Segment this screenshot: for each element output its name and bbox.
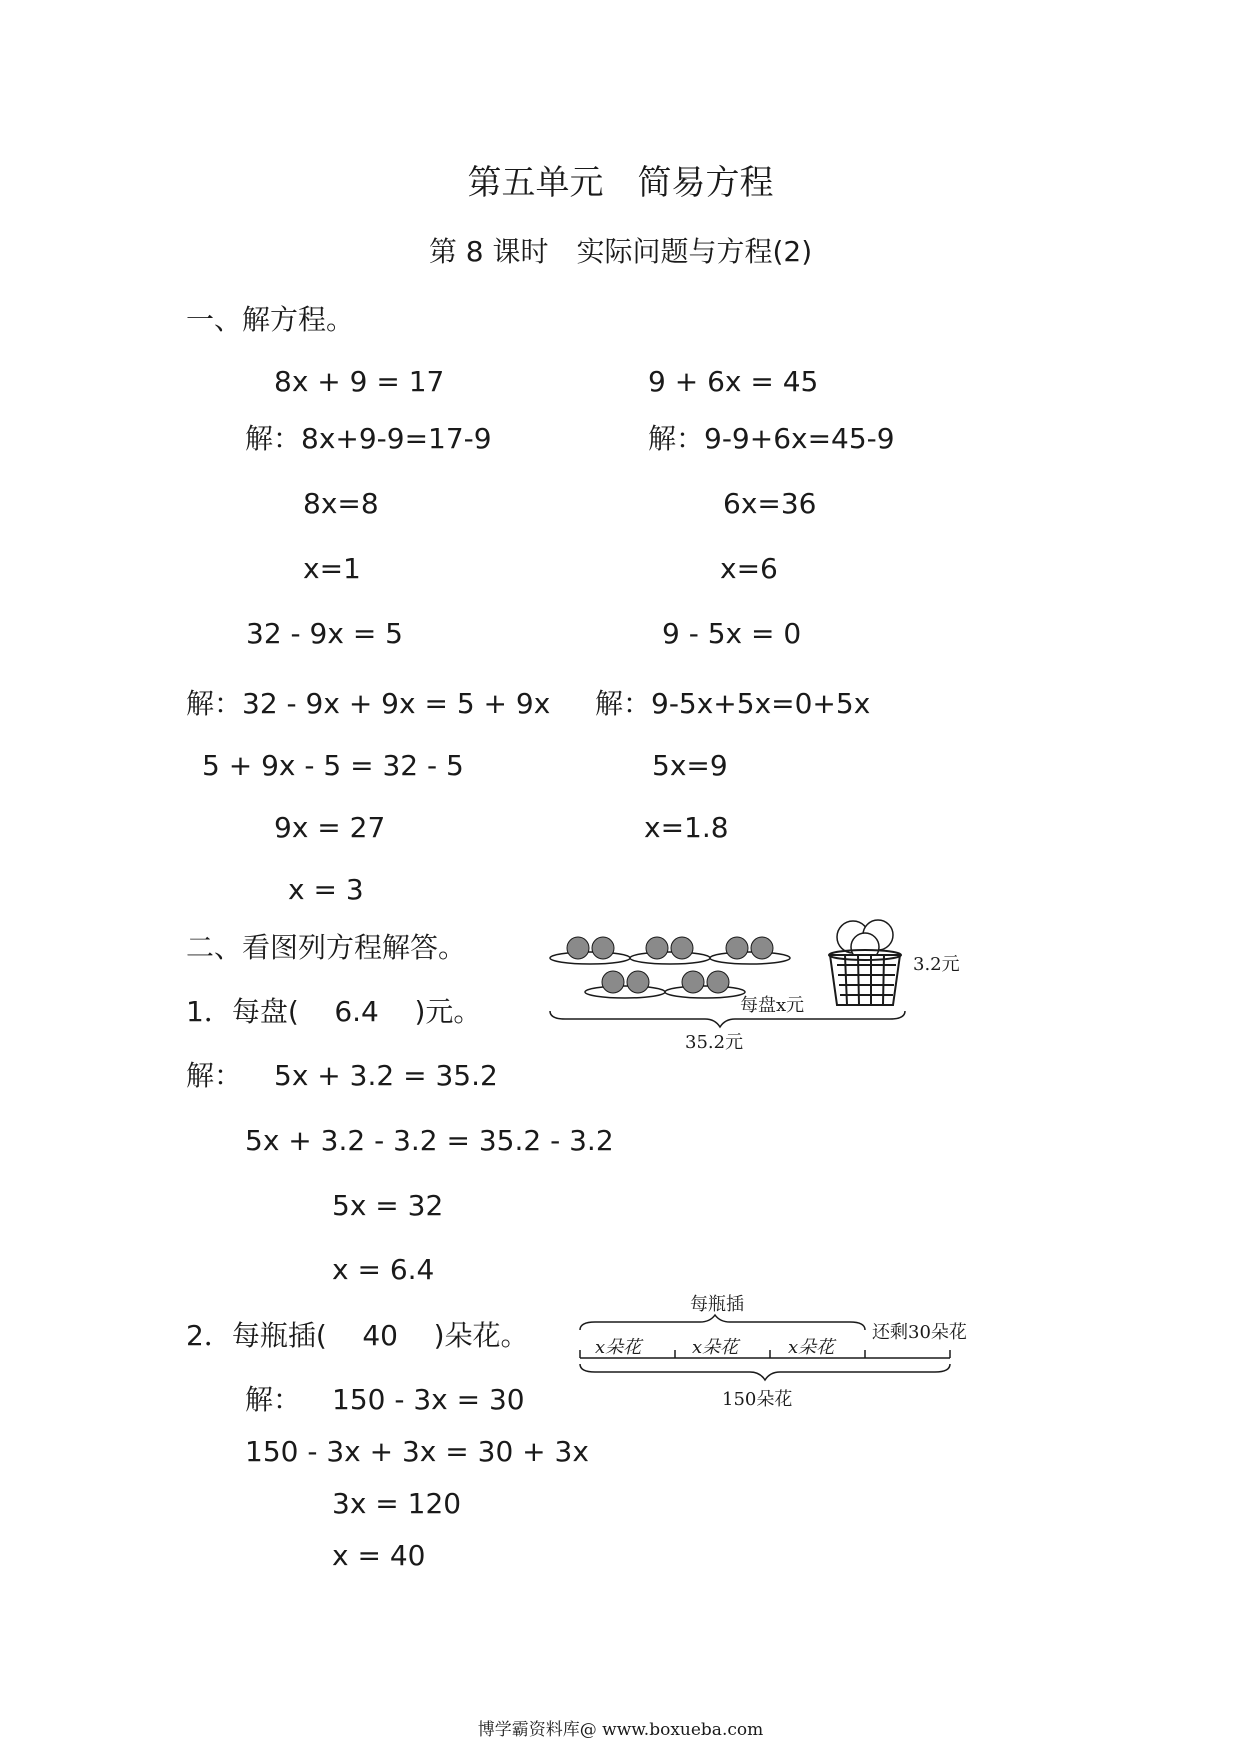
q2-line1: 150 - 3x = 30: [332, 1383, 525, 1416]
bottom-brace: [580, 1364, 950, 1380]
per-plate-label: 每盘x元: [740, 995, 805, 1016]
segment-1-label: x朵花: [595, 1337, 642, 1358]
plate-group-3: [710, 937, 790, 964]
flower-segment-diagram: [570, 1290, 1000, 1430]
problem2-step2: 6x=36: [723, 487, 817, 520]
problem2-step3: x=6: [720, 552, 778, 585]
segment-3-label: x朵花: [788, 1337, 835, 1358]
problem3-equation: 32 - 9x = 5: [246, 617, 403, 650]
q1-line3: 5x = 32: [332, 1189, 444, 1222]
problem1-step2: 8x=8: [303, 487, 379, 520]
plate-group-4: [585, 971, 665, 998]
q1-solution-label: 解：: [186, 1059, 243, 1092]
basket-price-label: 3.2元: [913, 954, 960, 975]
fruit-basket: [829, 920, 901, 1005]
problem4-equation: 9 - 5x = 0: [662, 617, 802, 650]
section2-heading: 二、看图列方程解答。: [186, 931, 467, 964]
question2-text: 2．每瓶插( 40 )朵花。: [186, 1319, 529, 1352]
total-flowers-label: 150朵花: [722, 1389, 793, 1410]
lesson-subtitle: 第 8 课时 实际问题与方程(2): [428, 235, 813, 268]
q2-line3: 3x = 120: [332, 1487, 462, 1520]
q1-line2: 5x + 3.2 - 3.2 = 35.2 - 3.2: [245, 1124, 614, 1157]
problem4-step2: 5x=9: [652, 749, 728, 782]
plate-group-1: [550, 937, 630, 964]
page-title: 第五单元 简易方程: [467, 163, 774, 203]
question1-text: 1．每盘( 6.4 )元。: [186, 995, 482, 1028]
plates-basket-figure: [545, 915, 975, 1065]
remaining-label: 还剩30朵花: [872, 1322, 967, 1343]
q2-line2: 150 - 3x + 3x = 30 + 3x: [245, 1435, 589, 1468]
problem3-step2: 5 + 9x - 5 = 32 - 5: [202, 749, 464, 782]
problem4-step1: 解：9-5x+5x=0+5x: [595, 687, 871, 720]
top-brace: [580, 1315, 865, 1330]
problem2-step1: 解：9-9+6x=45-9: [648, 422, 895, 455]
section1-heading: 一、解方程。: [186, 303, 355, 336]
plate-group-5: [665, 971, 745, 998]
problem4-step3: x=1.8: [644, 811, 729, 844]
q2-solution-label: 解：: [245, 1383, 302, 1416]
problem2-equation: 9 + 6x = 45: [648, 365, 819, 398]
total-brace: [550, 1011, 905, 1027]
problem3-step3: 9x = 27: [274, 811, 386, 844]
problem1-equation: 8x + 9 = 17: [274, 365, 445, 398]
q1-line4: x = 6.4: [332, 1253, 435, 1286]
each-vase-label: 每瓶插: [690, 1294, 744, 1315]
plate-group-2: [630, 937, 710, 964]
problem3-step4: x = 3: [288, 873, 364, 906]
q1-line1: 5x + 3.2 = 35.2: [274, 1059, 498, 1092]
problem1-step1: 解：8x+9-9=17-9: [245, 422, 492, 455]
total-price-label: 35.2元: [685, 1032, 744, 1053]
segment-2-label: x朵花: [692, 1337, 739, 1358]
problem1-step3: x=1: [303, 552, 361, 585]
problem3-step1: 解：32 - 9x + 9x = 5 + 9x: [186, 687, 551, 720]
q2-line4: x = 40: [332, 1539, 426, 1572]
footer-watermark: 博学霸资料库@ www.boxueba.com: [477, 1720, 764, 1740]
